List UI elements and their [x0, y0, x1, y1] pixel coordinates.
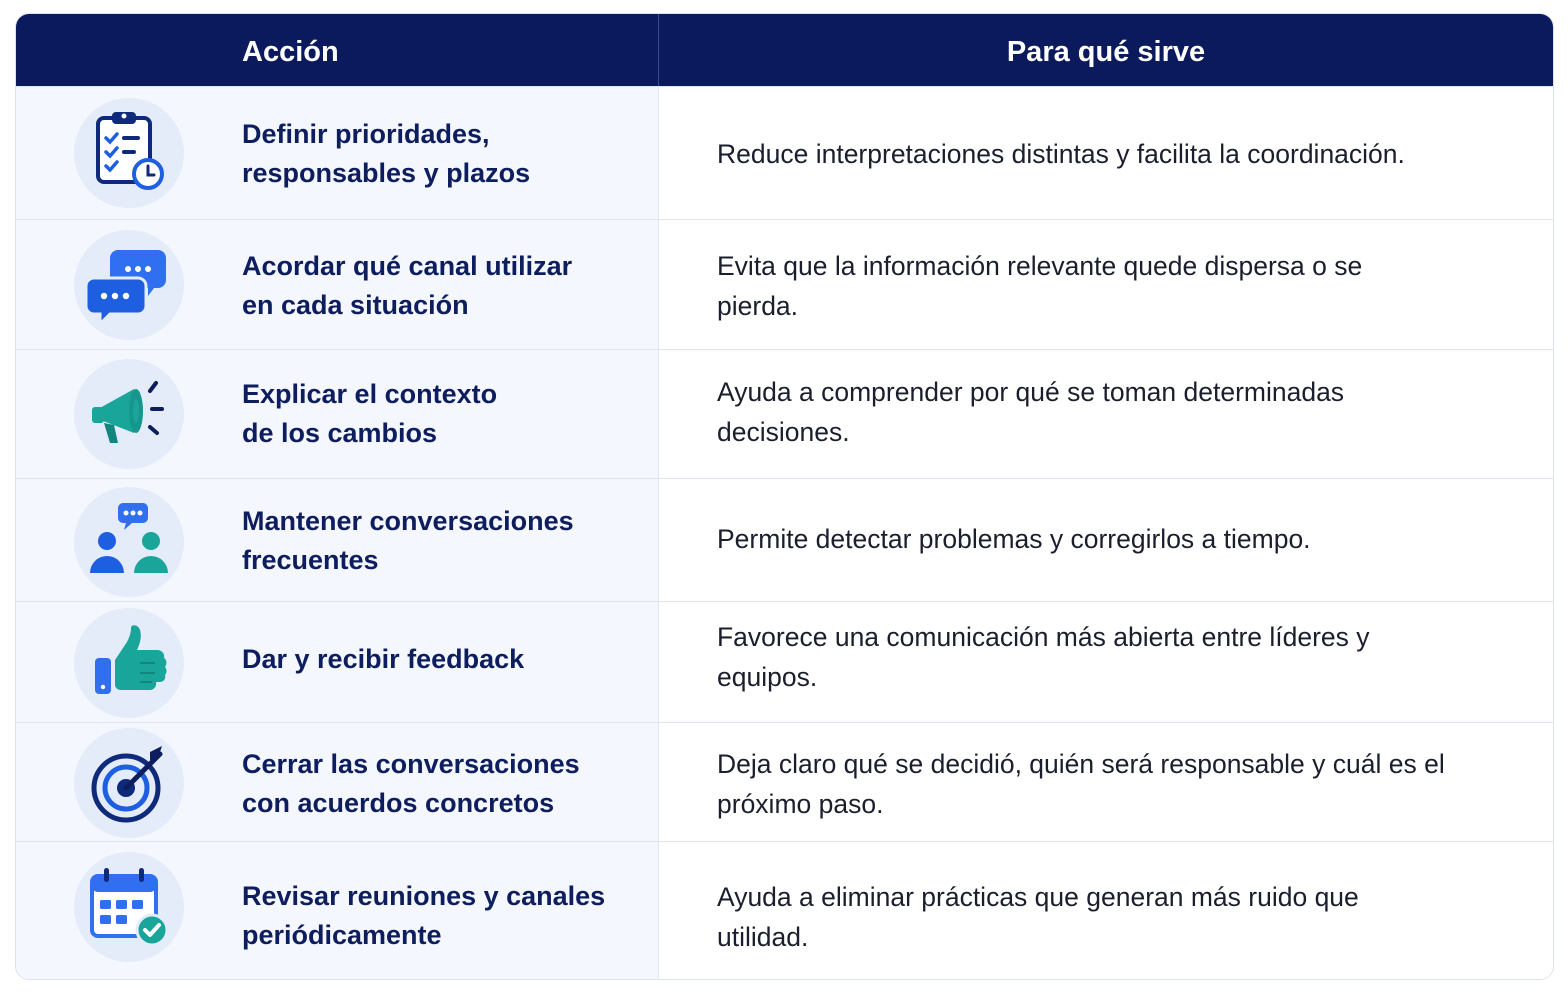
icon-badge	[74, 728, 184, 838]
table-row	[16, 349, 1553, 479]
purpose-cell	[659, 479, 1553, 602]
clipboard-checklist-clock-icon	[84, 108, 174, 198]
table-row	[16, 601, 1553, 723]
table-row	[16, 722, 1553, 842]
icon-badge	[74, 487, 184, 597]
purpose-text: Reduce interpretaciones distintas y facilita la coordinación.	[717, 139, 1405, 169]
table-header	[16, 14, 1553, 86]
purpose-text: Ayuda a comprender por qué se toman determinadas decisiones.	[717, 377, 1345, 447]
header-purpose: Para qué sirve	[1006, 36, 1206, 68]
megaphone-icon	[84, 369, 174, 459]
calendar-check-icon	[84, 862, 174, 952]
communication-actions-table	[15, 13, 1554, 980]
table-row	[16, 478, 1553, 602]
action-cell	[16, 350, 659, 479]
icon-badge	[74, 98, 184, 208]
icon-badge	[74, 608, 184, 718]
action-label: Acordar qué canal utilizar en cada situación	[242, 251, 573, 320]
purpose-cell	[659, 87, 1553, 220]
purpose-text: Ayuda a eliminar prácticas que generan más ruido que utilidad.	[717, 882, 1359, 952]
icon-badge	[74, 852, 184, 962]
action-cell	[16, 723, 659, 842]
action-label: Explicar el contexto de los cambios	[242, 379, 498, 448]
purpose-cell	[659, 602, 1553, 723]
target-arrow-icon	[84, 738, 174, 828]
icon-badge	[74, 359, 184, 469]
table-row	[16, 219, 1553, 350]
thumbs-up-icon	[84, 618, 174, 708]
action-label: Mantener conversaciones frecuentes	[242, 506, 574, 575]
table-row	[16, 841, 1553, 980]
action-cell	[16, 220, 659, 350]
action-cell	[16, 479, 659, 602]
chat-bubbles-icon	[84, 240, 174, 330]
purpose-cell	[659, 220, 1553, 350]
action-cell	[16, 842, 659, 980]
action-label: Revisar reuniones y canales periódicamente	[242, 881, 606, 950]
purpose-text: Favorece una comunicación más abierta entre líderes y equipos.	[717, 622, 1370, 692]
purpose-text: Permite detectar problemas y corregirlos a tiempo.	[717, 524, 1311, 554]
icon-badge	[74, 230, 184, 340]
action-cell	[16, 87, 659, 220]
action-label: Dar y recibir feedback	[242, 644, 525, 674]
purpose-cell	[659, 350, 1553, 479]
purpose-text: Deja claro qué se decidió, quién será responsable y cuál es el próximo paso.	[717, 749, 1445, 819]
people-conversation-icon	[84, 497, 174, 587]
header-action: Acción	[242, 36, 339, 68]
table-row	[16, 86, 1553, 220]
action-cell	[16, 602, 659, 723]
action-label: Cerrar las conversaciones con acuerdos concretos	[242, 749, 580, 818]
purpose-text: Evita que la información relevante quede dispersa o se pierda.	[717, 251, 1363, 321]
purpose-cell	[659, 723, 1553, 842]
action-label: Definir prioridades, responsables y plazos	[242, 119, 531, 188]
purpose-cell	[659, 842, 1553, 980]
